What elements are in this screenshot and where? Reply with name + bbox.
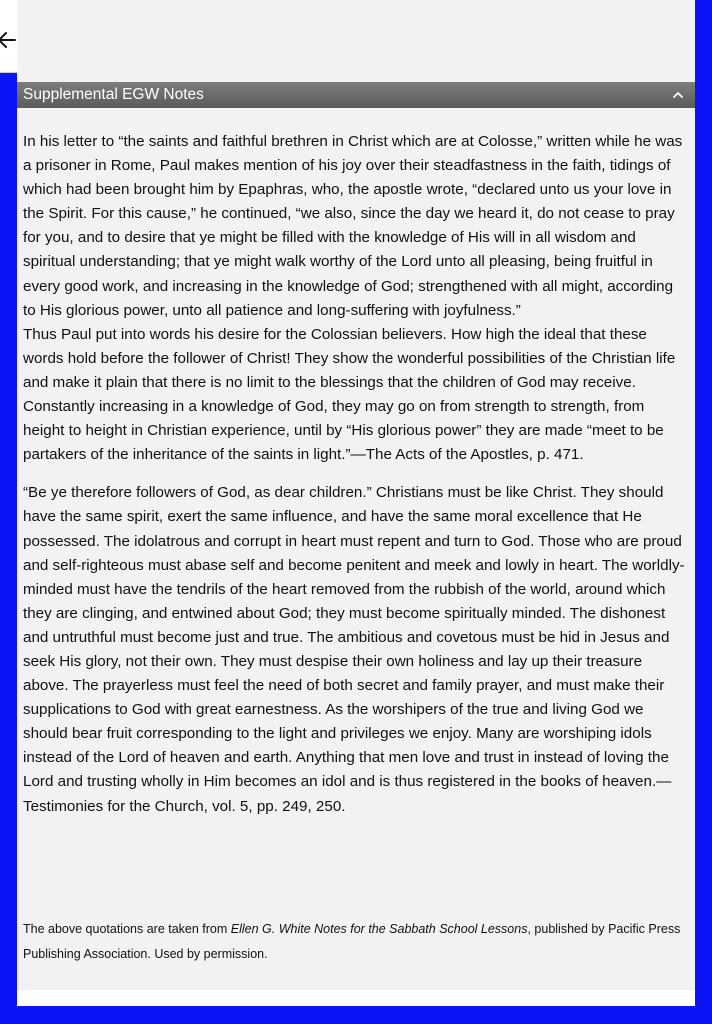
attribution-suffix: , published by Pacific Press Publishing Association. Used by permission. [23, 922, 681, 961]
attribution-book-title: Ellen G. White Notes for the Sabbath School Lessons [230, 922, 528, 936]
attribution-note [23, 917, 689, 967]
paragraph: In his letter to “the saints and faithful brethren in Christ which are at Colosse,” written while he was a prisoner in Rome, Paul makes mention of his joy over their steadfastness in the faith, tidings of which had been brought him by Epaphras, who, the apostle wrote, “declared unto us your love in the Spirit. For this cause,” he continued, “we also, since the day we heard it, do not cease to pray for you, and to desire that ye might be filled with the knowledge of His will in all wisdom and spiritual understanding; that ye might walk worthy of the Lord unto all pleasing, being fruitful in every good work, and increasing in the knowledge of God; strengthened with all might, according to His glorious power, unto all patience and long-suffering with joyfulness.” [23, 133, 683, 319]
reading-screen [17, 0, 695, 1006]
article-body [23, 130, 689, 819]
chevron-up-icon[interactable] [671, 88, 685, 102]
paragraph: Thus Paul put into words his desire for the Colossian believers. How high the ideal that these words hold before the follower of Christ! They show the wonderful possibilities of the Christian life and make it plain that there is no limit to the blessings that the children of God may receive. Constantly increasing in a knowledge of God, they may go on from strength to strength, from height to height in Christian experience, until by “His glorious power” they are made “meet to be partakers of the inheritance of the saints in light.”—The Acts of the Apostles, p. 471. [23, 325, 676, 464]
paragraph: “Be ye therefore followers of God, as dear children.” Christians must be like Christ. They should have the same spirit, exert the same influence, and have the same moral excellence that He possessed. The idolatrous and corrupt in heart must repent and turn to God. Those who are proud and self-righteous must abase self and become penitent and meek and lowly in heart. The worldly-minded must have the tendrils of the heart removed from the rubbish of the world, around which they are clinging, and entwined about God; they must become spiritually minded. The dishonest and untruthful must become just and true. The ambitious and covetous must be hid in Jesus and seek His glory, not their own. They must despise their own holiness and lay up their treasure above. The prayerless must feel the need of both secret and family prayer, and must make their supplications to God with great earnestness. As the worshipers of the true and living God we should bear fruit corresponding to the light and privileges we enjoy. Many are worshiping idols instead of the Lord of heaven and earth. Anything that men love and trust in instead of loving the Lord and trusting wholly in Him becomes an idol and is thus registered in the books of heaven.—Testimonies for the Church, vol. 5, pp. 249, 250. [23, 484, 685, 815]
bottom-strip [17, 990, 695, 1006]
section-header[interactable] [17, 82, 695, 108]
attribution-prefix: The above quotations are taken from [23, 922, 231, 936]
section-title: Supplemental EGW Notes [23, 86, 204, 103]
